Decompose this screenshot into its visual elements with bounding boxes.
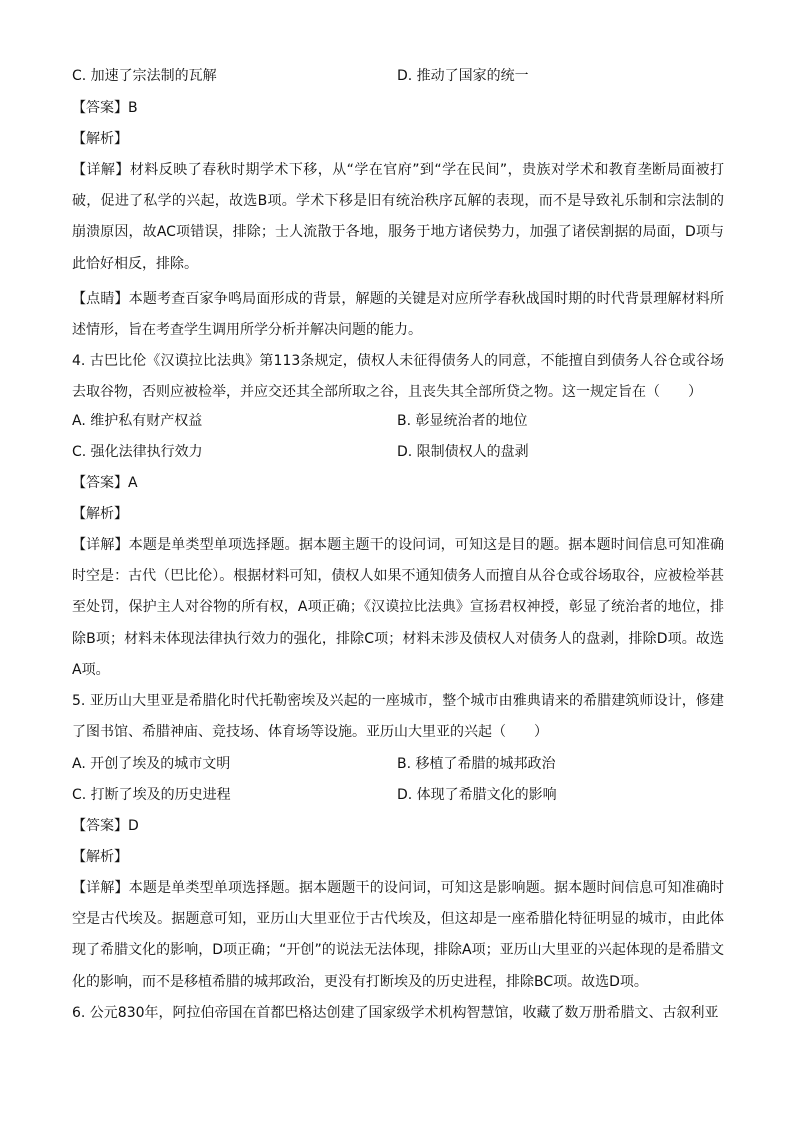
q4-detail (72, 530, 724, 686)
q4-analysis-label: 【解析】 (72, 506, 128, 522)
q4-stem: 4. 古巴比伦《汉谟拉比法典》第113条规定，债权人未征得债务人的同意，不能擅自到债务人谷仓或谷场去取谷物，否则应被检举，并应交还其全部所取之谷，且丧失其全部所贷之物。这一规定旨在（ ） (72, 353, 724, 401)
q5-analysis-label: 【解析】 (72, 849, 128, 865)
detail-label: 【详解】 (72, 880, 129, 896)
q5-stem: 5. 亚历山大里亚是希腊化时代托勒密埃及兴起的一座城市，整个城市由雅典请来的希腊建筑师设计，修建了图书馆、希腊神庙、竞技场、体育场等设施。亚历山大里亚的兴起（ ） (72, 693, 724, 741)
q6-stem: 6. 公元830年，阿拉伯帝国在首都巴格达创建了国家级学术机构智慧馆，收藏了数万册希腊文、古叙利亚 (72, 1005, 719, 1021)
detail-label: 【详解】 (72, 162, 130, 178)
q4-answer (72, 473, 138, 493)
q3-detail (72, 155, 724, 280)
q4-option-a: A. 维护私有财产权益 (72, 413, 203, 429)
answer-value: B (128, 100, 138, 116)
comment-text: 本题考查百家争鸣局面形成的背景，解题的关键是对应所学春秋战国时期的时代背景理解材料所述情形，旨在考查学生调用所学分析并解决问题的能力。 (72, 291, 725, 339)
q5-option-c: C. 打断了埃及的历史进程 (72, 787, 231, 803)
q4-option-b: B. 彰显统治者的地位 (397, 413, 528, 429)
q5-option-a: A. 开创了埃及的城市文明 (72, 756, 231, 772)
answer-label: 【答案】 (72, 475, 128, 491)
answer-value: D (128, 818, 139, 834)
detail-label: 【详解】 (72, 537, 129, 553)
answer-label: 【答案】 (72, 818, 128, 834)
detail-text: 材料反映了春秋时期学术下移，从“学在官府”到“学在民间”，贵族对学术和教育垄断局面被打破，促进了私学的兴起，故选B项。学术下移是旧有统治秩序瓦解的表现，而不是导致礼乐制和宗法制的崩溃原因，故AC项错误，排除；士人流散于各地，服务于地方诸侯势力，加强了诸侯割据的局面，D项与此恰好相反，排除。 (72, 162, 724, 272)
q3-comment (72, 284, 724, 346)
q3-option-c: C. 加速了宗法制的瓦解 (72, 68, 217, 84)
detail-text: 本题是单类型单项选择题。据本题题干的设问词，可知这是影响题。据本题时间信息可知准确时空是古代埃及。据题意可知，亚历山大里亚位于古代埃及，但这却是一座希腊化特征明显的城市，由此体现了希腊文化的影响，D项正确；“开创”的说法无法体现，排除A项；亚历山大里亚的兴起体现的是希腊文化的影响，而不是移植希腊的城邦政治，更没有打断埃及的历史进程，排除BC项。故选D项。 (72, 880, 725, 990)
comment-label: 【点睛】 (72, 291, 129, 307)
q3-analysis-label: 【解析】 (72, 131, 128, 147)
q4-option-d: D. 限制债权人的盘剥 (397, 444, 529, 460)
q5-answer (72, 816, 139, 836)
detail-text: 本题是单类型单项选择题。据本题主题干的设问词，可知这是目的题。据本题时间信息可知准确时空是：古代（巴比伦）。根据材料可知，债权人如果不通知债务人而擅自从谷仓或谷场取谷，应被检举甚至处罚，保护主人对谷物的所有权，A项正确；《汉谟拉比法典》宣扬君权神授，彰显了统治者的地位，排除B项；材料未体现法律执行效力的强化，排除C项；材料未涉及债权人对债务人的盘剥，排除D项。故选A项。 (72, 537, 725, 678)
q5-detail (72, 873, 724, 998)
q5-option-b: B. 移植了希腊的城邦政治 (397, 756, 556, 772)
answer-label: 【答案】 (72, 100, 128, 116)
q5-option-d: D. 体现了希腊文化的影响 (397, 787, 557, 803)
q4-option-c: C. 强化法律执行效力 (72, 444, 203, 460)
q3-option-d: D. 推动了国家的统一 (397, 68, 529, 84)
answer-value: A (128, 475, 138, 491)
q3-answer (72, 98, 138, 118)
